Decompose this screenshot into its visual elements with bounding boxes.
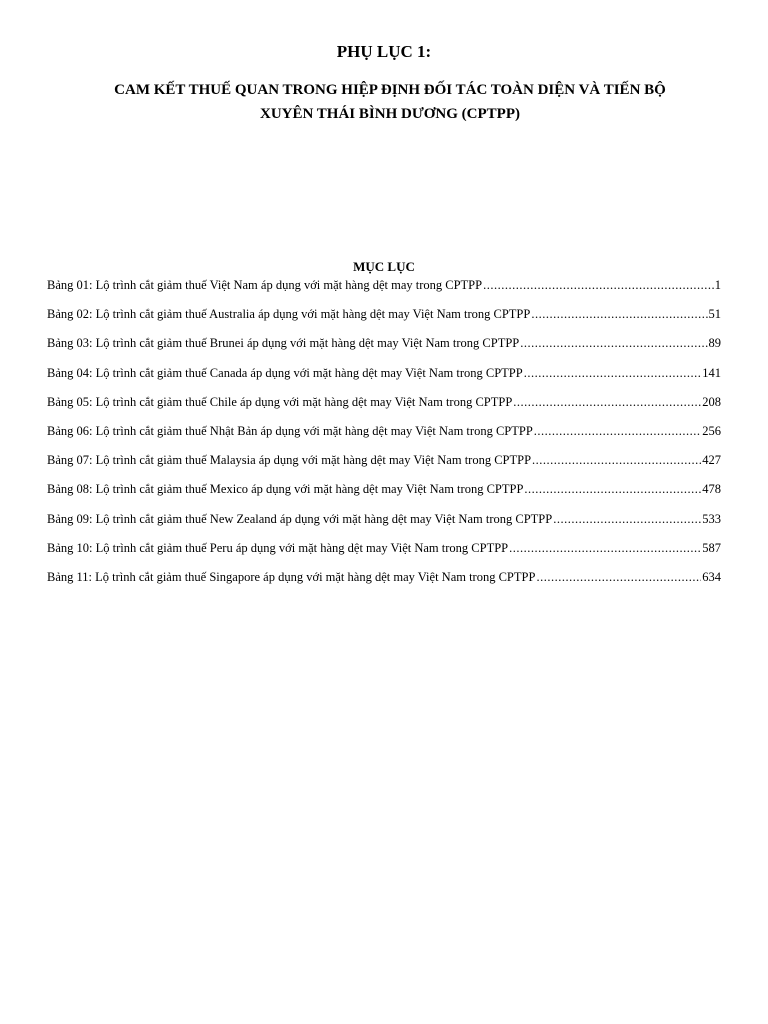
toc-page-number: 89 bbox=[708, 336, 721, 351]
toc-entry[interactable] bbox=[47, 277, 721, 306]
toc-entry-text: Bảng 01: Lộ trình cắt giảm thuế Việt Nam áp dụng với mặt hàng dệt may trong CPTPP bbox=[47, 278, 483, 292]
toc-dot-leader bbox=[531, 306, 707, 322]
toc-entry-text: Bảng 06: Lộ trình cắt giảm thuế Nhật Bản áp dụng với mặt hàng dệt may Việt Nam trong CPTPP bbox=[47, 423, 533, 438]
toc-page-number: 51 bbox=[708, 307, 721, 322]
toc-page-number: 256 bbox=[702, 423, 721, 438]
toc-dot-leader bbox=[534, 423, 701, 439]
toc-entry[interactable] bbox=[47, 569, 721, 598]
toc-entry-text: Bảng 04: Lộ trình cắt giảm thuế Canada áp dụng với mặt hàng dệt may Việt Nam trong CPTPP bbox=[47, 365, 523, 380]
document-title-line-1: CAM KẾT THUẾ QUAN TRONG HIỆP ĐỊNH ĐỐI TÁC TOÀN DIỆN VÀ TIẾN BỘ bbox=[114, 82, 666, 98]
toc-page-number: 587 bbox=[702, 540, 721, 555]
toc-entry[interactable] bbox=[47, 394, 721, 423]
toc-dot-leader bbox=[509, 540, 701, 556]
table-of-contents bbox=[47, 277, 721, 598]
toc-entry-text: Bảng 11: Lộ trình cắt giảm thuế Singapore áp dụng với mặt hàng dệt may Việt Nam trong CPTPP bbox=[47, 569, 536, 584]
toc-entry[interactable] bbox=[47, 540, 721, 569]
toc-page-number: 533 bbox=[702, 511, 721, 526]
toc-entry-text: Bảng 02: Lộ trình cắt giảm thuế Australia áp dụng với mặt hàng dệt may Việt Nam trong CPTPP bbox=[47, 307, 531, 322]
toc-entry-text: Bảng 08: Lộ trình cắt giảm thuế Mexico áp dụng với mặt hàng dệt may Việt Nam trong CPTPP bbox=[47, 482, 524, 497]
toc-entry[interactable] bbox=[47, 511, 721, 540]
toc-dot-leader bbox=[553, 511, 701, 527]
toc-entry[interactable] bbox=[47, 423, 721, 452]
toc-dot-leader bbox=[483, 277, 714, 293]
toc-entry[interactable] bbox=[47, 452, 721, 481]
toc-dot-leader bbox=[520, 335, 707, 351]
toc-dot-leader bbox=[536, 569, 701, 585]
toc-heading: MỤC LỤC bbox=[353, 259, 415, 274]
toc-entry[interactable] bbox=[47, 481, 721, 510]
toc-entry-text: Bảng 05: Lộ trình cắt giảm thuế Chile áp dụng với mặt hàng dệt may Việt Nam trong CPTPP bbox=[47, 394, 513, 409]
toc-entry-text: Bảng 09: Lộ trình cắt giảm thuế New Zealand áp dụng với mặt hàng dệt may Việt Nam trong CPTPP bbox=[47, 511, 553, 526]
toc-entry[interactable] bbox=[47, 306, 721, 335]
toc-dot-leader bbox=[524, 365, 702, 381]
toc-entry-text: Bảng 03: Lộ trình cắt giảm thuế Brunei áp dụng với mặt hàng dệt may Việt Nam trong CPTPP bbox=[47, 336, 520, 351]
toc-page-number: 208 bbox=[702, 394, 721, 409]
toc-page-number: 141 bbox=[702, 365, 721, 380]
toc-dot-leader bbox=[513, 394, 701, 410]
appendix-title: PHỤ LỤC 1: bbox=[336, 42, 432, 61]
toc-entry-text: Bảng 07: Lộ trình cắt giảm thuế Malaysia áp dụng với mặt hàng dệt may Việt Nam trong CPTPP bbox=[47, 453, 532, 468]
toc-page-number: 478 bbox=[702, 482, 721, 497]
toc-page-number: 634 bbox=[702, 569, 721, 584]
toc-dot-leader bbox=[524, 481, 701, 497]
toc-page-number: 1 bbox=[714, 278, 721, 292]
toc-dot-leader bbox=[532, 452, 701, 468]
document-title-line-2: XUYÊN THÁI BÌNH DƯƠNG (CPTPP) bbox=[259, 106, 520, 122]
toc-page-number: 427 bbox=[702, 453, 721, 468]
toc-entry[interactable] bbox=[47, 335, 721, 364]
toc-entry[interactable] bbox=[47, 365, 721, 394]
toc-entry-text: Bảng 10: Lộ trình cắt giảm thuế Peru áp dụng với mặt hàng dệt may Việt Nam trong CPTPP bbox=[47, 540, 509, 555]
